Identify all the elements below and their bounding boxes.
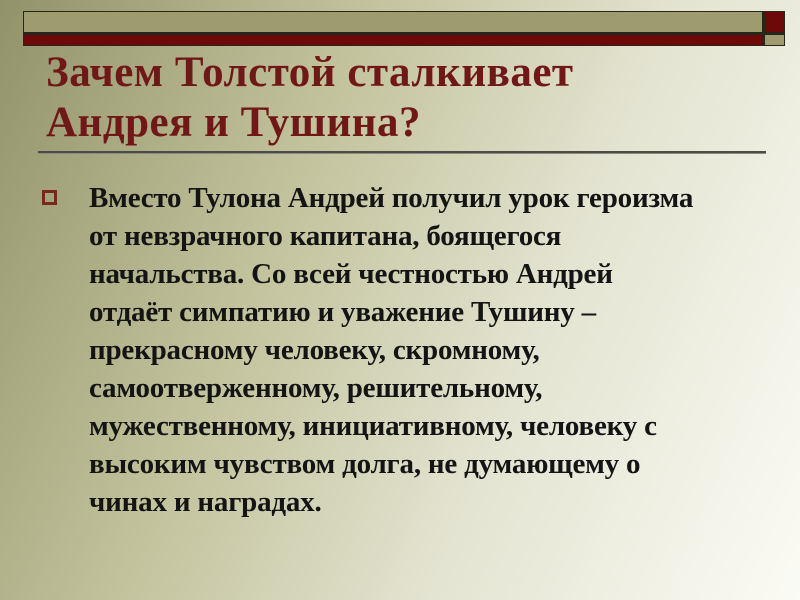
bullet-text-line: чинах и наградах. xyxy=(89,486,322,518)
slide-title-line: Зачем Толстой сталкивает xyxy=(46,49,574,96)
decoration-square-olive xyxy=(763,33,785,46)
decoration-square-maroon xyxy=(763,11,785,33)
decoration-row-bottom xyxy=(23,33,785,46)
slide-title xyxy=(46,48,574,148)
bullet-paragraph xyxy=(89,179,693,521)
top-decoration-bars xyxy=(23,11,785,46)
decoration-bar-olive xyxy=(23,11,763,33)
bullet-text-line: мужественному, инициативному, человеку с xyxy=(89,410,657,442)
bullet-text-line: прекрасному человеку, скромному, xyxy=(89,334,540,366)
bullet-text-line: высоким чувством долга, не думающему о xyxy=(89,448,641,480)
decoration-row-top xyxy=(23,11,785,33)
slide-title-line: Андрея и Тушина? xyxy=(46,99,422,146)
bullet-text-line: отдаёт симпатию и уважение Тушину – xyxy=(89,296,596,328)
bullet-text-line: Вместо Тулона Андрей получил урок героизма xyxy=(89,182,694,214)
title-underline xyxy=(38,151,766,154)
bullet-text-line: от невзрачного капитана, боящегося xyxy=(89,220,562,252)
bullet-text-line: начальства. Со всей честностью Андрей xyxy=(89,258,613,290)
decoration-bar-maroon xyxy=(23,33,763,46)
bullet-text-line: самоотверженному, решительному, xyxy=(89,372,543,404)
bullet-square-icon xyxy=(42,190,57,205)
